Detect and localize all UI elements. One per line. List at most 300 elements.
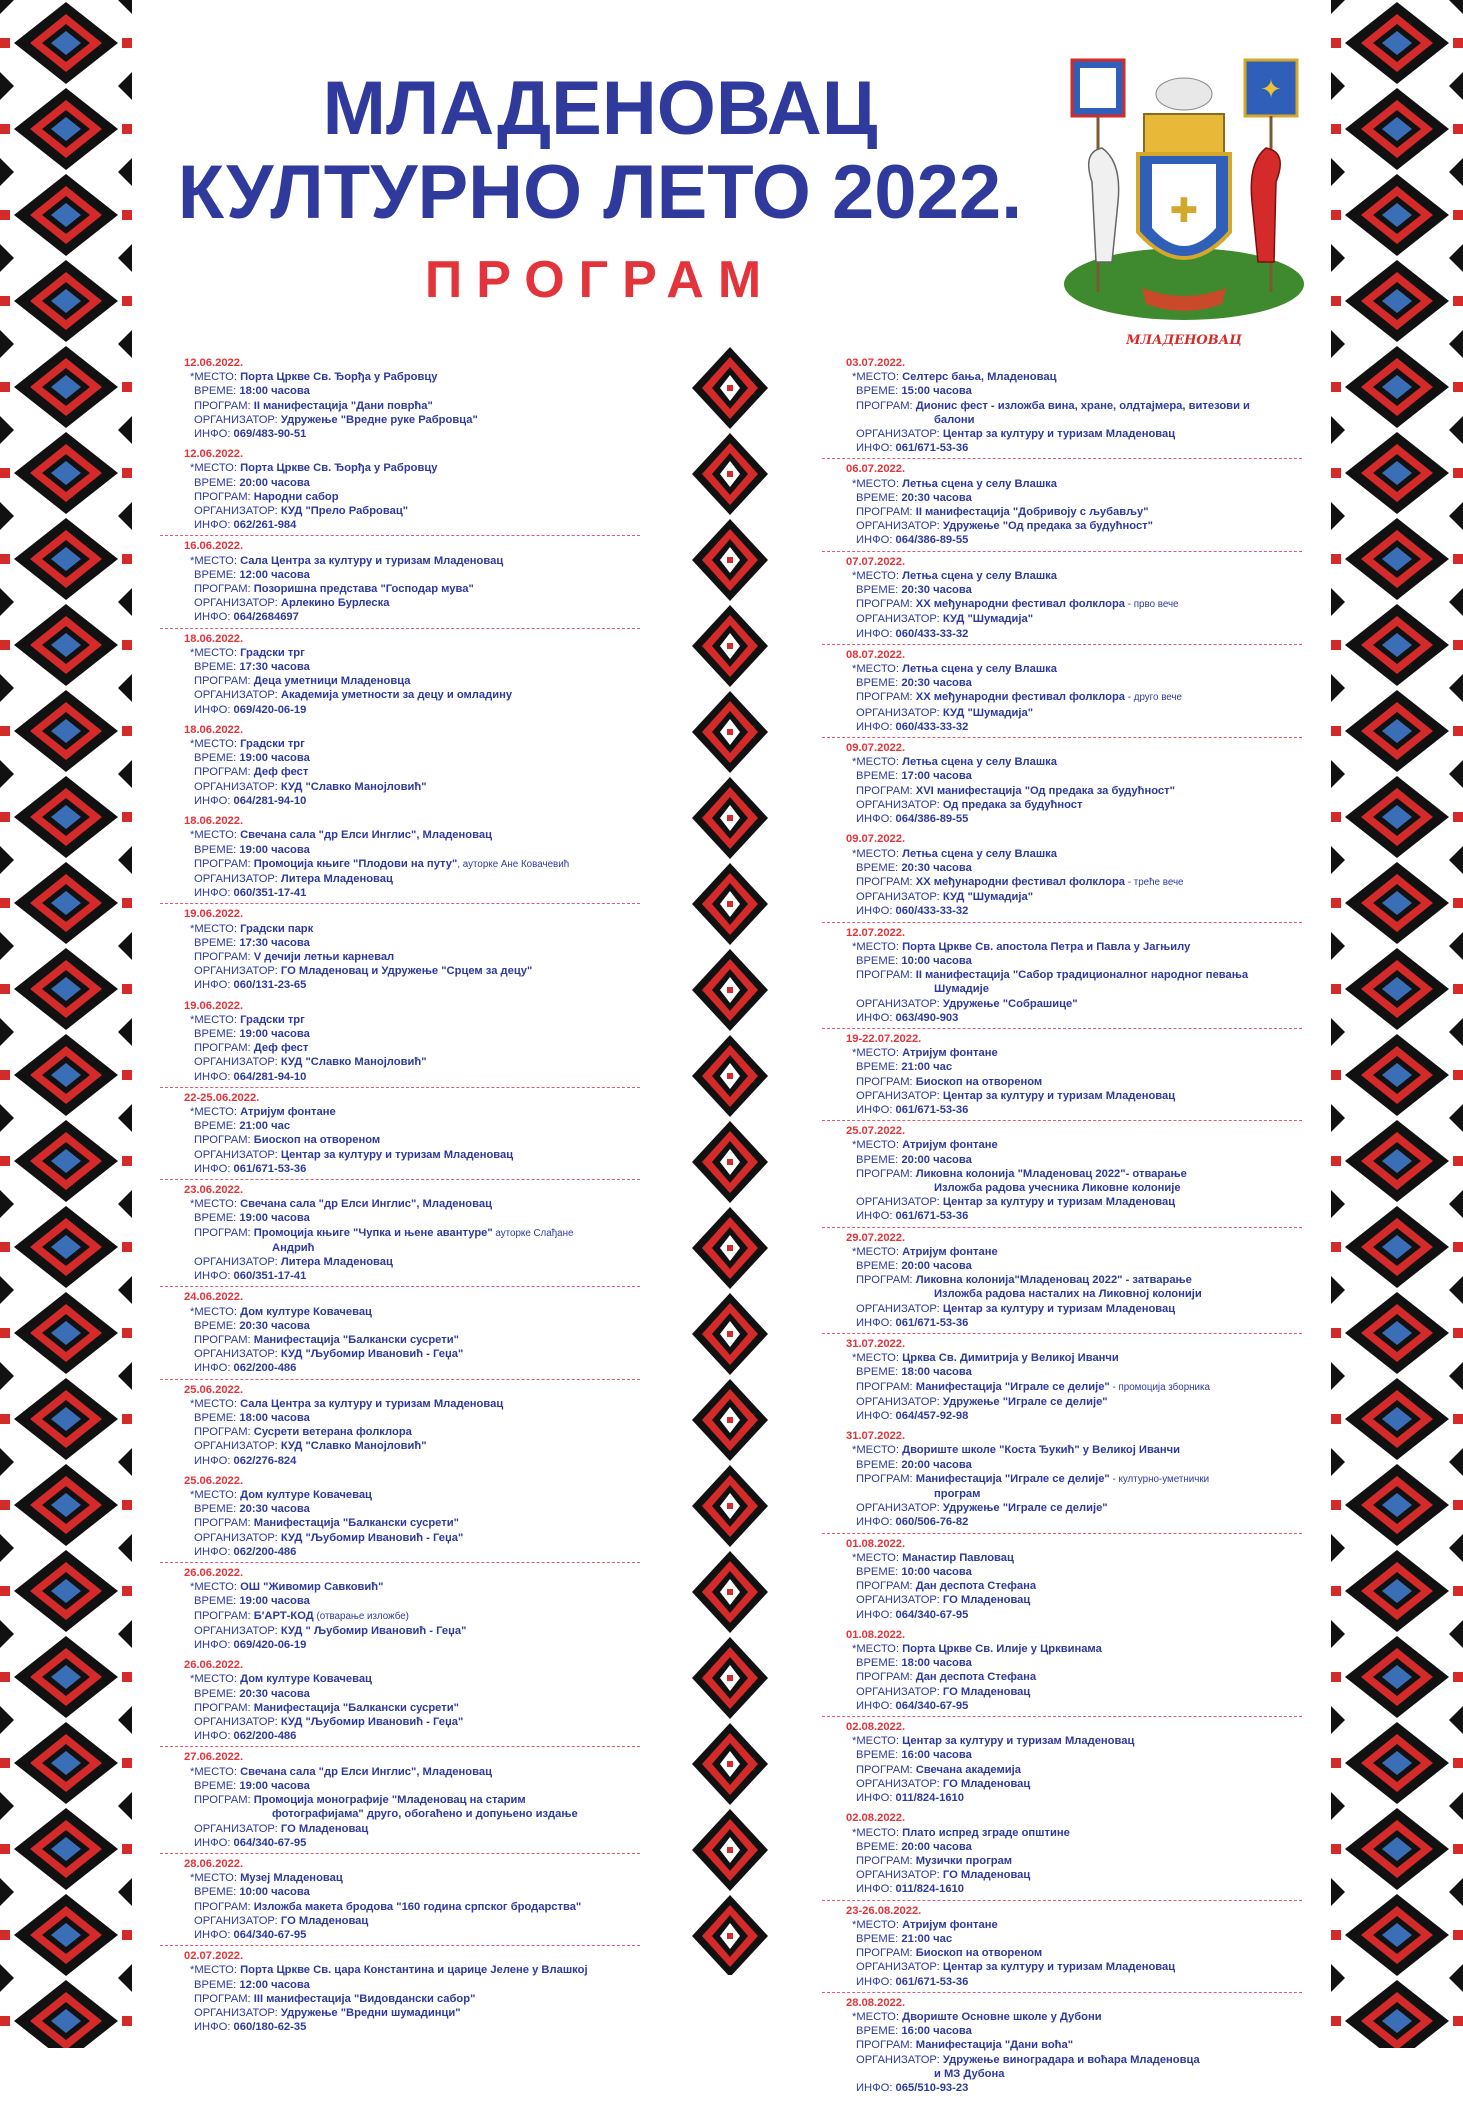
event-info-label: ИНФО:: [194, 1730, 231, 1743]
event-program-note: , ауторке Ане Ковачевић: [457, 858, 570, 870]
event-place-line: [852, 1734, 1302, 1748]
event-time-value: 20:30 часова: [239, 1687, 310, 1700]
event-info-line: [856, 1975, 1302, 1989]
event-info-line: [856, 2081, 1302, 2095]
event-time-label: ВРЕМЕ:: [856, 491, 899, 504]
event-place-label: *МЕСТО:: [190, 1105, 237, 1118]
event-place-label: *МЕСТО:: [852, 663, 899, 676]
event-info-value: 062/261-984: [233, 519, 297, 532]
event-time-label: ВРЕМЕ:: [194, 385, 237, 398]
event-program-value: Манифестација "Играле се делије": [915, 1472, 1110, 1485]
event-organizer-value: ГО Младеновац: [280, 1822, 369, 1835]
event-organizer-value: КУД "Славко Манојловић": [280, 1056, 427, 1069]
event-time-label: ВРЕМЕ:: [194, 1027, 237, 1040]
event-place-value: Порта Цркве Св. Илије у Црквинама: [902, 1643, 1102, 1656]
event-entry: [822, 1032, 1302, 1121]
event-time-label: ВРЕМЕ:: [194, 661, 237, 674]
event-place-value: Порта Цркве Св. Ђорђа у Рабровцу: [240, 462, 438, 475]
event-time-value: 20:30 часова: [901, 861, 972, 874]
event-organizer-label: ОРГАНИЗАТОР:: [194, 780, 278, 793]
event-place-line: [190, 922, 640, 936]
event-organizer-label: ОРГАНИЗАТОР:: [194, 1148, 278, 1161]
event-organizer-value: КУД " Љубомир Ивановић - Геџа": [280, 1624, 467, 1637]
event-time-line: [194, 1687, 640, 1701]
event-place-line: [190, 828, 640, 842]
event-info-value: 062/200-486: [233, 1362, 297, 1375]
event-place-line: [852, 1826, 1302, 1840]
event-entry: [160, 723, 640, 811]
event-info-label: ИНФО:: [856, 1792, 893, 1805]
event-program-label: ПРОГРАМ:: [194, 857, 251, 870]
event-info-label: ИНФО:: [856, 1103, 893, 1116]
event-program-label: ПРОГРАМ:: [194, 1334, 251, 1346]
event-organizer-label: ОРГАНИЗАТОР:: [856, 1302, 940, 1315]
event-place-value: Летња сцена у селу Влашка: [902, 663, 1057, 676]
event-time-value: 12:00 часова: [239, 1978, 310, 1991]
event-program-value: XX међународни фестивал фолклора: [915, 691, 1126, 704]
event-info-label: ИНФО:: [194, 703, 231, 716]
event-time-line: [194, 1119, 640, 1133]
event-info-line: [856, 904, 1302, 918]
event-organizer-value: КУД "Љубомир Ивановић - Геџа": [280, 1716, 464, 1729]
event-time-label: ВРЕМЕ:: [194, 843, 237, 856]
event-date: 01.08.2022.: [846, 1537, 906, 1550]
event-info-line: [194, 886, 640, 900]
program-subtitle: ПРОГРАМ: [424, 251, 776, 309]
event-program-label: ПРОГРАМ:: [856, 1075, 913, 1088]
event-organizer-value: Удружење "Вредни шумадинци": [280, 2006, 461, 2019]
event-time-line: [856, 2024, 1302, 2038]
event-date: 02.08.2022.: [846, 1721, 906, 1734]
event-info-label: ИНФО:: [856, 1608, 893, 1621]
event-time-line: [856, 1259, 1302, 1273]
event-date: 09.07.2022.: [846, 742, 906, 755]
event-time-line: [856, 1060, 1302, 1074]
event-entry: [160, 907, 640, 995]
event-date: 18.06.2022.: [184, 632, 244, 645]
event-info-value: 069/420-06-19: [233, 703, 307, 716]
event-organizer-line: [856, 427, 1302, 441]
event-program-note: - културно-уметнички: [1109, 1473, 1210, 1485]
event-place-label: *МЕСТО:: [190, 371, 237, 384]
event-info-label: ИНФО:: [194, 1162, 231, 1175]
event-place-line: [852, 477, 1302, 491]
event-organizer-label: ОРГАНИЗАТОР:: [856, 1961, 940, 1974]
event-program-note: - промоција зборника: [1109, 1381, 1210, 1393]
event-time-label: ВРЕМЕ:: [194, 1779, 237, 1792]
event-program-label: ПРОГРАМ:: [856, 1763, 913, 1776]
event-program-value: Ликовна колонија "Младеновац 2022"- отварање: [915, 1167, 1187, 1180]
event-info-value: 060/433-33-32: [895, 627, 969, 640]
event-time-value: 16:00 часова: [901, 1749, 972, 1762]
event-time-value: 19:00 часова: [239, 752, 310, 765]
event-program-value: Изложба макета бродова "160 година српског бродарства": [253, 1900, 582, 1913]
event-time-label: ВРЕМЕ:: [856, 1458, 899, 1471]
event-place-value: Летња сцена у селу Влашка: [902, 756, 1057, 769]
event-organizer-label: ОРГАНИЗАТОР:: [856, 1395, 940, 1408]
event-info-line: [194, 1361, 640, 1375]
event-program-value: Свечана академија: [915, 1763, 1021, 1776]
event-time-label: ВРЕМЕ:: [194, 936, 237, 949]
event-organizer-line: [856, 1302, 1302, 1316]
event-program-label: ПРОГРАМ:: [856, 1472, 913, 1485]
event-info-line: [856, 812, 1302, 826]
event-time-label: ВРЕМЕ:: [194, 1595, 237, 1608]
event-program-line: [856, 399, 1302, 413]
event-entry: [822, 555, 1302, 645]
event-entry: [160, 1658, 640, 1747]
event-organizer-label: ОРГАНИЗАТОР:: [194, 1348, 278, 1361]
event-program-value: Деца уметници Младеновца: [253, 675, 411, 688]
event-time-line: [194, 1211, 640, 1225]
event-place-value: Црква Св. Димитрија у Великој Иванчи: [902, 1352, 1119, 1365]
event-date: 26.06.2022.: [184, 1659, 244, 1672]
event-organizer-label: ОРГАНИЗАТОР:: [194, 872, 278, 885]
event-info-label: ИНФО:: [856, 720, 893, 733]
event-program-value: Дионис фест - изложба вина, хране, олдтајмера, витезови и: [915, 399, 1250, 412]
event-time-value: 19:00 часова: [239, 1595, 310, 1608]
event-info-label: ИНФО:: [194, 979, 231, 992]
event-place-line: [852, 1046, 1302, 1060]
event-place-line: [190, 1672, 640, 1686]
event-time-label: ВРЕМЕ:: [194, 1120, 237, 1133]
event-organizer-label: ОРГАНИЗАТОР:: [856, 997, 940, 1010]
event-info-line: [856, 720, 1302, 734]
event-place-value: Центар за културу и туризам Младеновац: [902, 1735, 1135, 1748]
event-program-continued: Андрић: [272, 1241, 315, 1254]
event-program-continued: Изложба радова учесника Ликовне колоније: [934, 1181, 1181, 1194]
event-time-line: [194, 1885, 640, 1899]
event-place-line: [852, 1245, 1302, 1259]
event-time-value: 21:00 час: [901, 1932, 953, 1945]
event-place-label: *МЕСТО:: [190, 1765, 237, 1778]
event-place-label: *МЕСТО:: [852, 1444, 899, 1457]
event-organizer-value: КУД "Славко Манојловић": [280, 780, 427, 793]
event-time-value: 10:00 часова: [239, 1886, 310, 1899]
event-time-value: 20:30 часова: [239, 1319, 310, 1332]
event-date: 12.07.2022.: [846, 926, 906, 939]
event-date: 23-26.08.2022.: [846, 1904, 922, 1917]
event-entry: [822, 926, 1302, 1029]
event-place-value: Селтерс бања, Младеновац: [902, 371, 1057, 384]
event-info-line: [194, 1162, 640, 1176]
event-organizer-label: ОРГАНИЗАТОР:: [194, 1624, 278, 1637]
event-place-label: *МЕСТО:: [852, 1826, 899, 1839]
event-time-line: [856, 1153, 1302, 1167]
event-place-line: [190, 1013, 640, 1027]
event-time-label: ВРЕМЕ:: [856, 1153, 899, 1166]
event-time-label: ВРЕМЕ:: [194, 1319, 237, 1332]
event-program-value: Музички програм: [915, 1854, 1013, 1867]
event-date: 18.06.2022.: [184, 815, 244, 828]
event-place-label: *МЕСТО:: [190, 554, 237, 567]
svg-text:✚: ✚: [1169, 191, 1199, 231]
event-info-value: 060/180-62-35: [233, 2021, 307, 2034]
event-place-value: Летња сцена у селу Влашка: [902, 847, 1057, 860]
event-place-line: [852, 662, 1302, 676]
event-program-value: V дечији летњи карневал: [253, 950, 395, 963]
event-info-value: 061/671-53-36: [895, 1210, 969, 1223]
event-program-label: ПРОГРАМ:: [856, 1947, 913, 1960]
event-place-value: Музеј Младеновац: [240, 1872, 343, 1885]
event-place-value: Летња сцена у селу Влашка: [902, 569, 1057, 582]
right-folk-border: [1331, 0, 1463, 2048]
event-organizer-value: Од предака за будућност: [942, 798, 1083, 811]
event-time-line: [194, 751, 640, 765]
event-date: 25.06.2022.: [184, 1383, 244, 1396]
event-organizer-label: ОРГАНИЗАТОР:: [856, 1869, 940, 1882]
event-organizer-label: ОРГАНИЗАТОР:: [194, 505, 278, 518]
event-organizer-line: [856, 1960, 1302, 1974]
event-organizer-value: ГО Младеновац: [942, 1685, 1031, 1698]
event-date: 12.06.2022.: [184, 357, 244, 369]
event-date: 23.06.2022.: [184, 1183, 244, 1196]
event-entry: [822, 1720, 1302, 1808]
event-program-label: ПРОГРАМ:: [194, 950, 251, 963]
event-place-value: Летња сцена у селу Влашка: [902, 477, 1057, 490]
event-place-line: [190, 1963, 640, 1977]
event-time-value: 10:00 часова: [901, 1566, 972, 1579]
event-organizer-line: [856, 1777, 1302, 1791]
event-program-value: Биоскоп на отвореном: [253, 1134, 381, 1147]
event-organizer-line: [856, 2053, 1302, 2067]
event-info-line: [194, 703, 640, 717]
event-date: 08.07.2022.: [846, 648, 906, 661]
event-organizer-value: КУД "Славко Манојловић": [280, 1440, 427, 1453]
event-time-value: 20:30 часова: [901, 491, 972, 504]
event-entry: [822, 356, 1302, 459]
event-info-value: 011/824-1610: [895, 1792, 964, 1805]
event-program-value: Позоришна представа "Господар мува": [253, 583, 474, 596]
event-organizer-label: ОРГАНИЗАТОР:: [856, 706, 940, 719]
event-organizer-value: КУД "Шумадија": [942, 891, 1034, 904]
event-time-value: 20:00 часова: [901, 1458, 972, 1471]
event-organizer-label: ОРГАНИЗАТОР:: [856, 1089, 940, 1102]
event-place-label: *МЕСТО:: [852, 371, 899, 384]
event-program-label: ПРОГРАМ:: [856, 784, 913, 797]
event-time-value: 17:00 часова: [901, 770, 972, 783]
event-time-value: 15:00 часова: [901, 385, 972, 398]
event-info-value: 061/671-53-36: [895, 442, 969, 455]
event-info-value: 069/483-90-51: [233, 428, 307, 441]
event-place-label: *МЕСТО:: [852, 1352, 899, 1365]
event-program-continued: Шумадије: [934, 983, 989, 996]
event-organizer-line: [194, 1624, 640, 1638]
event-info-value: 061/671-53-36: [895, 1316, 969, 1329]
event-program-value: Дан деспота Стефана: [915, 1671, 1037, 1684]
event-program-label: ПРОГРАМ:: [856, 1380, 913, 1393]
event-organizer-line: [194, 1822, 640, 1836]
event-program-line: [194, 765, 640, 779]
event-program-label: ПРОГРАМ:: [194, 490, 251, 503]
event-organizer-line: [856, 1685, 1302, 1699]
event-place-line: [190, 1305, 640, 1319]
event-info-label: ИНФО:: [194, 1270, 231, 1283]
event-organizer-line: [856, 519, 1302, 533]
event-date: 02.07.2022.: [184, 1950, 244, 1963]
event-time-line: [856, 1565, 1302, 1579]
event-place-value: Сала Центра за културу и туризам Младеновац: [240, 1397, 504, 1410]
event-program-label: ПРОГРАМ:: [856, 1580, 913, 1593]
event-place-value: Двориште школе "Коста Ђукић" у Великој Иванчи: [902, 1444, 1181, 1457]
event-organizer-line: [856, 798, 1302, 812]
event-date: 09.07.2022.: [846, 833, 906, 846]
event-organizer-value: Центар за културу и туризам Младеновац: [942, 428, 1176, 441]
event-time-value: 21:00 час: [239, 1120, 291, 1133]
event-program-label: ПРОГРАМ:: [194, 1042, 251, 1055]
event-place-value: Атријум фонтане: [902, 1918, 998, 1931]
event-entry: [822, 1429, 1302, 1533]
event-program-line: [856, 875, 1302, 890]
event-program-line: [194, 1609, 640, 1624]
event-program-label: ПРОГРАМ:: [194, 1701, 251, 1714]
event-info-label: ИНФО:: [194, 519, 231, 532]
event-organizer-label: ОРГАНИЗАТОР:: [194, 1914, 278, 1927]
event-date: 22-25.06.2022.: [184, 1091, 260, 1104]
event-date: 25.07.2022.: [846, 1125, 906, 1138]
event-organizer-label: ОРГАНИЗАТОР:: [194, 1531, 278, 1544]
event-time-value: 21:00 час: [901, 1061, 953, 1074]
event-entry: [160, 1290, 640, 1379]
event-program-label: ПРОГРАМ:: [856, 598, 913, 611]
event-place-line: [190, 1105, 640, 1119]
event-place-value: Плато испред зграде општине: [902, 1826, 1070, 1839]
event-info-value: 063/490-903: [895, 1011, 959, 1024]
event-program-label: ПРОГРАМ:: [194, 1992, 251, 2005]
event-time-label: ВРЕМЕ:: [856, 677, 899, 690]
event-program-label: ПРОГРАМ:: [194, 583, 251, 596]
event-date: 29.07.2022.: [846, 1231, 906, 1244]
event-info-line: [194, 427, 640, 441]
event-info-label: ИНФО:: [856, 1975, 893, 1988]
event-entry: [822, 832, 1302, 922]
event-organizer-value: ГО Младеновац и Удружење "Срцем за децу": [280, 965, 533, 978]
event-info-label: ИНФО:: [194, 2021, 231, 2034]
event-time-label: ВРЕМЕ:: [856, 1366, 899, 1379]
event-organizer-value: ГО Младеновац: [942, 1594, 1031, 1607]
event-entry: [822, 741, 1302, 829]
event-program-label: ПРОГРАМ:: [856, 1671, 913, 1684]
event-info-value: 064/457-92-98: [895, 1410, 969, 1423]
event-info-value: 060/351-17-41: [233, 1270, 307, 1283]
event-time-value: 20:00 часова: [901, 1840, 972, 1853]
crest-caption: МЛАДЕНОВАЦ: [1126, 333, 1242, 348]
event-time-value: 20:00 часова: [901, 1259, 972, 1272]
event-info-value: 064/2684697: [233, 611, 299, 624]
event-time-value: 10:00 часова: [901, 954, 972, 967]
event-entry: [160, 1857, 640, 1946]
event-organizer-line: [856, 1593, 1302, 1607]
event-time-label: ВРЕМЕ:: [856, 861, 899, 874]
event-program-continued: фотографијама" друго, обогаћено и допуњено издање: [272, 1808, 578, 1821]
event-organizer-line: [856, 1395, 1302, 1409]
event-program-label: ПРОГРАМ:: [194, 766, 251, 779]
event-place-label: *МЕСТО:: [852, 756, 899, 769]
event-place-line: [190, 1871, 640, 1885]
event-organizer-value: Литера Младеновац: [280, 872, 393, 885]
event-info-line: [856, 627, 1302, 641]
event-organizer-label: ОРГАНИЗАТОР:: [194, 413, 278, 426]
event-time-line: [856, 1458, 1302, 1472]
page-title-line1: МЛАДЕНОВАЦ: [322, 66, 878, 151]
event-organizer-value: КУД "Шумадија": [942, 706, 1034, 719]
event-place-line: [852, 1138, 1302, 1152]
event-organizer-label: ОРГАНИЗАТОР:: [194, 2006, 278, 2019]
event-organizer-value: КУД "Љубомир Ивановић - Геџа": [280, 1348, 464, 1361]
event-info-label: ИНФО:: [856, 1210, 893, 1223]
event-info-value: 064/281-94-10: [233, 794, 307, 807]
event-date: 12.06.2022.: [184, 448, 244, 461]
event-organizer-line: [856, 1501, 1302, 1515]
event-organizer-line: [194, 1055, 640, 1069]
event-info-value: 064/386-89-55: [895, 813, 969, 826]
event-time-line: [856, 491, 1302, 505]
event-info-line: [194, 610, 640, 624]
event-place-line: [852, 1443, 1302, 1457]
event-entry: [160, 356, 640, 444]
event-info-value: 061/671-53-36: [233, 1162, 307, 1175]
event-entry: [822, 1996, 1302, 2098]
event-place-label: *МЕСТО:: [190, 829, 237, 842]
event-info-line: [856, 1882, 1302, 1896]
event-info-label: ИНФО:: [856, 905, 893, 918]
event-entry: [822, 462, 1302, 551]
event-info-label: ИНФО:: [194, 428, 231, 441]
event-organizer-line: [194, 872, 640, 886]
event-time-line: [194, 1779, 640, 1793]
event-time-value: 18:00 часова: [901, 1657, 972, 1670]
event-place-line: [852, 1918, 1302, 1932]
event-info-label: ИНФО:: [856, 534, 893, 547]
event-info-label: ИНФО:: [856, 1699, 893, 1712]
event-program-label: ПРОГРАМ:: [856, 399, 913, 412]
event-organizer-value: КУД "Шумадија": [942, 613, 1034, 626]
event-info-label: ИНФО:: [194, 1639, 231, 1652]
event-entry: [160, 1750, 640, 1853]
event-place-line: [852, 1351, 1302, 1365]
center-ornament-strip: [688, 345, 772, 1975]
event-program-value: II манифестација "Сабор традиционалног народног певања: [915, 969, 1249, 982]
event-organizer-value: Удружење "Вредне руке Рабровца": [280, 413, 478, 426]
event-program-line: [856, 597, 1302, 612]
event-place-value: Атријум фонтане: [902, 1245, 998, 1258]
event-info-line: [194, 518, 640, 532]
event-time-value: 18:00 часова: [239, 1412, 310, 1425]
event-info-line: [856, 1409, 1302, 1423]
event-organizer-value: Центар за културу и туризам Младеновац: [942, 1302, 1176, 1315]
event-entry: [160, 539, 640, 628]
event-entry: [160, 999, 640, 1088]
event-info-line: [856, 1791, 1302, 1805]
event-program-line: [194, 1333, 640, 1347]
event-time-value: 20:30 часова: [901, 584, 972, 597]
event-date: 24.06.2022.: [184, 1291, 244, 1304]
event-date: 28.08.2022.: [846, 1996, 906, 2009]
event-organizer-value: ГО Младеновац: [942, 1777, 1031, 1790]
event-organizer-label: ОРГАНИЗАТОР:: [194, 1056, 278, 1069]
event-place-label: *МЕСТО:: [852, 477, 899, 490]
event-info-label: ИНФО:: [856, 1883, 893, 1896]
event-time-line: [856, 954, 1302, 968]
event-time-label: ВРЕМЕ:: [856, 954, 899, 967]
event-place-line: [190, 1197, 640, 1211]
event-date: 07.07.2022.: [846, 555, 906, 568]
event-info-label: ИНФО:: [194, 611, 231, 624]
event-info-label: ИНФО:: [194, 794, 231, 807]
event-organizer-line: [194, 1531, 640, 1545]
event-info-value: 061/671-53-36: [895, 1975, 969, 1988]
event-time-line: [856, 769, 1302, 783]
